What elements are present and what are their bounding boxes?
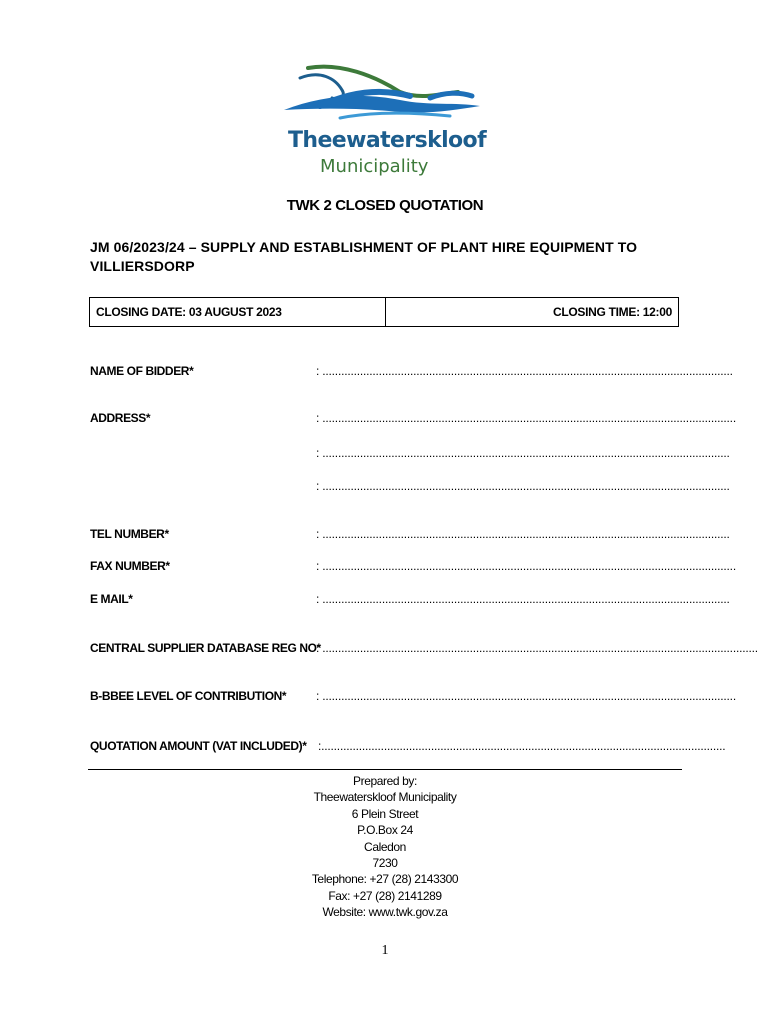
prepared-by-block	[0, 773, 770, 921]
bbbee-level-field[interactable]: : ....................................................................................................................................	[316, 689, 736, 703]
closing-time: CLOSING TIME: 12:00	[553, 305, 672, 319]
csd-reg-label: CENTRAL SUPPLIER DATABASE REG NO*	[90, 641, 321, 655]
subject-line-2: VILLIERSDORP	[90, 258, 195, 274]
prepared-by-telephone: Telephone: +27 (28) 2143300	[311, 872, 459, 887]
subject-line-1: JM 06/2023/24 – SUPPLY AND ESTABLISHMENT OF PLANT HIRE EQUIPMENT TO	[90, 239, 638, 255]
bbbee-level-label: B-BBEE LEVEL OF CONTRIBUTION*	[90, 689, 287, 703]
fax-number-field[interactable]: : ....................................................................................................................................	[316, 559, 736, 573]
quotation-amount-field[interactable]: :.................................................................................................................................	[318, 739, 726, 753]
bidder-name-field[interactable]: : ...................................................................................................................................	[316, 364, 733, 378]
closing-date: CLOSING DATE: 03 AUGUST 2023	[90, 298, 386, 326]
address-field-line-3[interactable]: : ..................................................................................................................................	[316, 479, 730, 493]
address-label: ADDRESS*	[90, 411, 151, 425]
prepared-by-website[interactable]: Website: www.twk.gov.za	[322, 905, 448, 920]
prepared-by-po-box: P.O.Box 24	[357, 823, 413, 838]
logo-name-text: Theewaterskloof	[288, 128, 487, 153]
csd-reg-field[interactable]: : ...........................................................................................................................................	[316, 641, 758, 655]
bidder-name-label: NAME OF BIDDER*	[90, 364, 194, 378]
prepared-by-town: Caledon	[364, 839, 406, 854]
address-field-line-1[interactable]: : ....................................................................................................................................	[316, 411, 736, 425]
page-number: 1	[381, 943, 389, 958]
prepared-by-street: 6 Plein Street	[351, 806, 419, 821]
document-title: TWK 2 CLOSED QUOTATION	[286, 197, 484, 214]
logo-subtitle-text: Municipality	[320, 156, 429, 177]
footer-separator	[88, 769, 682, 770]
email-field[interactable]: : ..................................................................................................................................	[316, 592, 730, 606]
document-subject	[90, 238, 690, 276]
water-bird-logo-icon	[280, 62, 485, 128]
fax-number-label: FAX NUMBER*	[90, 559, 170, 573]
prepared-by-postal-code: 7230	[372, 856, 398, 871]
address-field-line-2[interactable]: : ..................................................................................................................................	[316, 446, 730, 460]
prepared-by-organisation: Theewaterskloof Municipality	[313, 790, 457, 805]
email-label: E MAIL*	[90, 592, 133, 606]
tel-number-label: TEL NUMBER*	[90, 527, 169, 541]
tel-number-field[interactable]: : ..................................................................................................................................	[316, 527, 730, 541]
closing-info-box	[89, 297, 679, 327]
municipality-logo	[280, 62, 485, 182]
quotation-amount-label: QUOTATION AMOUNT (VAT INCLUDED)*	[90, 739, 307, 753]
prepared-by-heading: Prepared by:	[353, 774, 417, 788]
prepared-by-fax: Fax: +27 (28) 2141289	[328, 888, 442, 903]
